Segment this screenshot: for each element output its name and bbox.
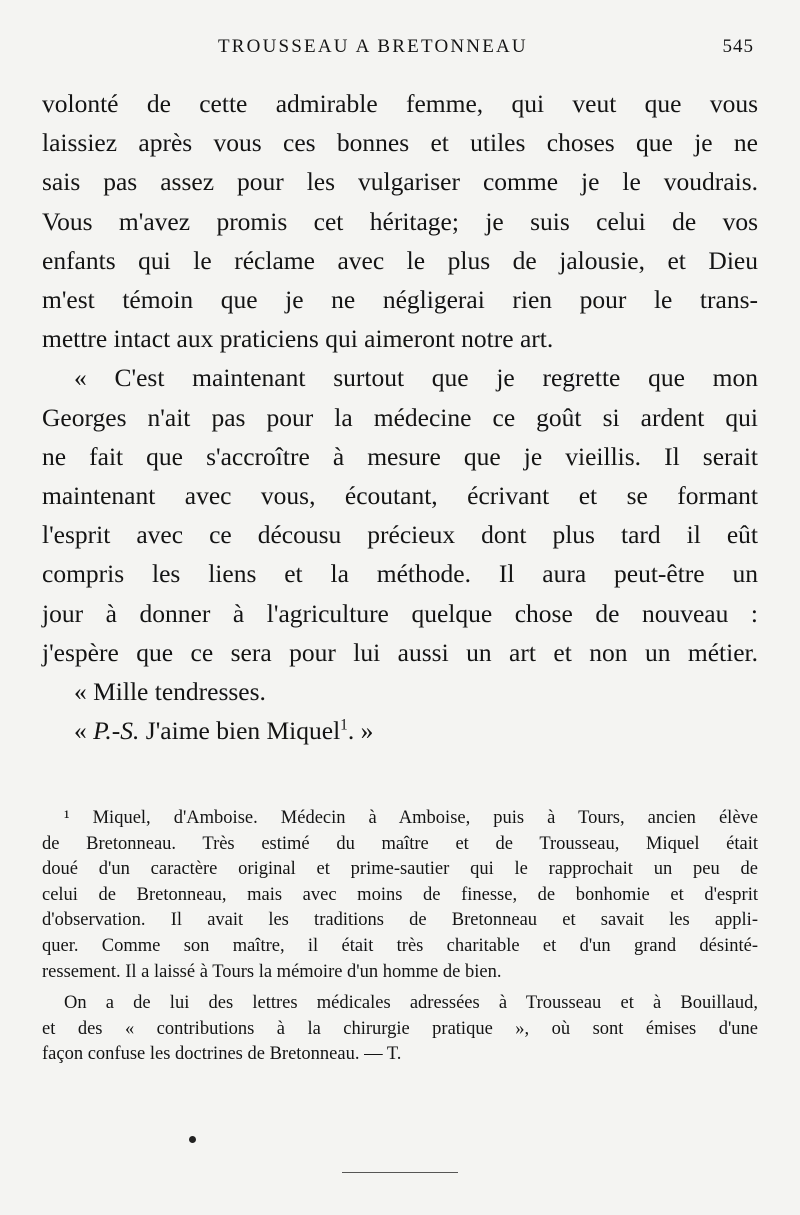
bottom-rule: [342, 1172, 458, 1173]
body-line: « Mille tendresses.: [74, 677, 266, 707]
page-header: [0, 36, 800, 62]
footnote-line: doué d'un caractère original et prime-sautier qui le rapprochait un peu de: [42, 859, 758, 880]
body-line: sais pas assez pour les vulgariser comme je le voudrais.: [42, 167, 758, 197]
body-line: l'esprit avec ce décousu précieux dont plus tard il eût: [42, 520, 758, 550]
footnotes: [42, 806, 758, 1068]
open-quote: «: [74, 716, 94, 746]
footnote-line: On a de lui des lettres médicales adressées à Trousseau et à Bouillaud,: [64, 993, 758, 1014]
postscript-line: [42, 711, 758, 750]
body-line: Georges n'ait pas pour la médecine ce goût si ardent qui: [42, 402, 758, 432]
body-line: mettre intact aux praticiens qui aimeront notre art.: [42, 324, 554, 354]
footnote-line: celui de Bretonneau, mais avec moins de finesse, de bonhomie et d'esprit: [42, 884, 758, 905]
running-title: TROUSSEAU A BRETONNEAU: [218, 36, 528, 57]
postscript-text: J'aime bien Miquel: [139, 716, 341, 746]
body-line: « C'est maintenant surtout que je regrette que mon: [74, 363, 758, 393]
footnote-line: d'observation. Il avait les traditions de Bretonneau et savait les appli-: [42, 910, 758, 931]
body-line: m'est témoin que je ne négligerai rien pour le trans-: [42, 285, 758, 315]
body-line: enfants qui le réclame avec le plus de jalousie, et Dieu: [42, 245, 758, 275]
body-line: laissiez après vous ces bonnes et utiles choses que je ne: [42, 128, 758, 158]
footnote-ref[interactable]: 1: [340, 716, 348, 734]
body-line: compris les liens et la méthode. Il aura peut-être un: [42, 559, 758, 589]
footnote-line: et des « contributions à la chirurgie pratique », où sont émises d'une: [42, 1018, 758, 1039]
ps-label: P.-S.: [93, 716, 140, 746]
body-line: ne fait que s'accroître à mesure que je vieillis. Il serait: [42, 441, 758, 471]
body-line: Vous m'avez promis cet héritage; je suis celui de vos: [42, 206, 758, 236]
footnote-line: ressement. Il a laissé à Tours la mémoire d'un homme de bien.: [42, 961, 502, 982]
footnote-line: façon confuse les doctrines de Bretonneau. — T.: [42, 1044, 402, 1065]
footnote-line: ¹ Miquel, d'Amboise. Médecin à Amboise, puis à Tours, ancien élève: [64, 808, 758, 828]
footnote-line: quer. Comme son maître, il était très charitable et d'un grand désinté-: [42, 935, 758, 956]
close-quote: . »: [347, 716, 374, 746]
footnote-line: de Bretonneau. Très estimé du maître et de Trousseau, Miquel était: [42, 833, 758, 854]
body-line: maintenant avec vous, écoutant, écrivant et se formant: [42, 481, 758, 511]
letter-body: [42, 84, 758, 750]
page-number: 545: [722, 36, 754, 57]
body-line: volonté de cette admirable femme, qui veut que vous: [42, 89, 758, 118]
body-line: jour à donner à l'agriculture quelque chose de nouveau :: [42, 598, 758, 628]
body-line: j'espère que ce sera pour lui aussi un art et non un métier.: [42, 637, 758, 667]
printer-dot: [189, 1136, 196, 1143]
